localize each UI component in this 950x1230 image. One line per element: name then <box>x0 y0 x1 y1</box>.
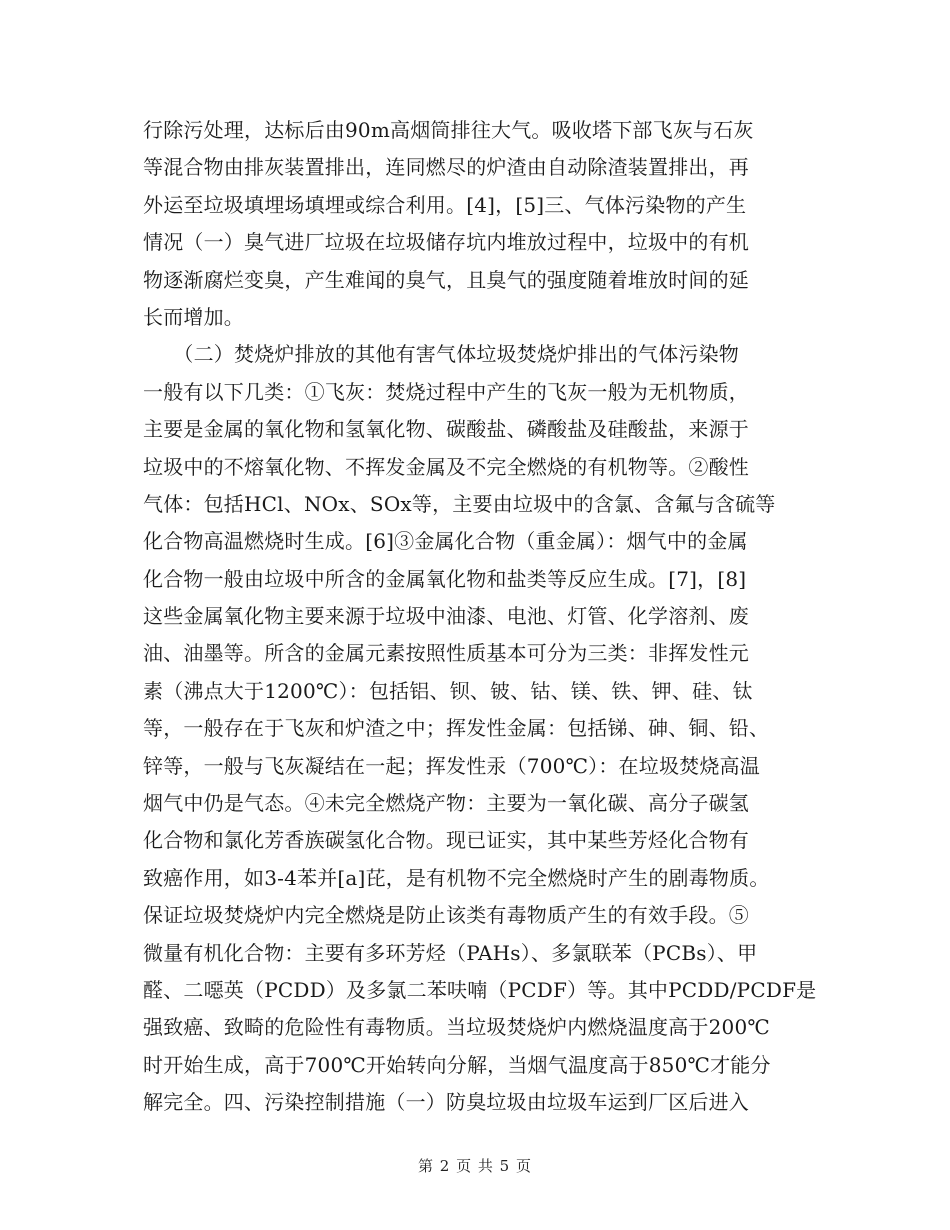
text-line: 情况（一）臭气进厂垃圾在垃圾储存坑内堆放过程中，垃圾中的有机 <box>143 230 749 255</box>
text-line: 垃圾中的不熔氧化物、不挥发金属及不完全燃烧的有机物等。②酸性 <box>143 454 749 479</box>
text-line: 主要是金属的氧化物和氢氧化物、碳酸盐、磷酸盐及硅酸盐，来源于 <box>143 417 749 442</box>
text-line: 等，一般存在于飞灰和炉渣之中；挥发性金属：包括锑、砷、铜、铅、 <box>143 716 770 741</box>
text-line: 强致癌、致畸的危险性有毒物质。当垃圾焚烧炉内燃烧温度高于200℃ <box>143 1015 770 1040</box>
text-line: 物逐渐腐烂变臭，产生难闻的臭气，且臭气的强度随着堆放时间的延 <box>143 267 749 292</box>
text-line: 保证垃圾焚烧炉内完全燃烧是防止该类有毒物质产生的有效手段。⑤ <box>143 903 749 928</box>
text-line: 解完全。四、污染控制措施（一）防臭垃圾由垃圾车运到厂区后进入 <box>143 1090 749 1115</box>
text-line: 这些金属氧化物主要来源于垃圾中油漆、电池、灯管、化学溶剂、废 <box>143 604 749 629</box>
text-line: 致癌作用，如3-4苯并[a]芘，是有机物不完全燃烧时产生的剧毒物质。 <box>143 865 770 890</box>
text-line: 醛、二噁英（PCDD）及多氯二苯呋喃（PCDF）等。其中PCDD/PCDF是 <box>143 977 817 1002</box>
page-footer: 第 2 页 共 5 页 <box>418 1157 532 1175</box>
text-line: 行除污处理，达标后由90m高烟筒排往大气。吸收塔下部飞灰与石灰 <box>143 118 754 142</box>
text-line: 化合物和氯化芳香族碳氢化合物。现已证实，其中某些芳烃化合物有 <box>143 828 749 853</box>
text-line: 长而增加。 <box>143 304 244 329</box>
text-line: 时开始生成，高于700℃开始转向分解，当烟气温度高于850℃才能分 <box>143 1052 771 1077</box>
text-line: 微量有机化合物：主要有多环芳烃（PAHs）、多氯联苯（PCBs）、甲 <box>143 940 758 965</box>
body-text <box>143 112 823 1122</box>
text-line: 化合物一般由垃圾中所含的金属氧化物和盐类等反应生成。[7]，[8] <box>143 566 747 591</box>
text-line: 等混合物由排灰装置排出，连同燃尽的炉渣由自动除渣装置排出，再 <box>143 155 749 180</box>
text-line: 锌等，一般与飞灰凝结在一起；挥发性汞（700℃）：在垃圾焚烧高温 <box>143 753 760 778</box>
text-line: 外运至垃圾填埋场填埋或综合利用。[4]，[5]三、气体污染物的产生 <box>143 192 747 217</box>
text-line: 烟气中仍是气态。④未完全燃烧产物：主要为一氧化碳、高分子碳氢 <box>143 791 749 816</box>
text-line: 油、油墨等。所含的金属元素按照性质基本可分为三类：非挥发性元 <box>143 641 749 666</box>
text-line: 素（沸点大于1200℃）：包括铝、钡、铍、钴、镁、铁、钾、硅、钛 <box>143 678 753 703</box>
text-line: 一般有以下几类：①飞灰：焚烧过程中产生的飞灰一般为无机物质， <box>143 379 749 404</box>
text-line: （二）焚烧炉排放的其他有害气体垃圾焚烧炉排出的气体污染物 <box>143 342 739 367</box>
text-line: 气体：包括HCl、NOx、SOx等，主要由垃圾中的含氯、含氟与含硫等 <box>143 491 776 516</box>
text-line: 化合物高温燃烧时生成。[6]③金属化合物（重金属）：烟气中的金属 <box>143 529 748 554</box>
